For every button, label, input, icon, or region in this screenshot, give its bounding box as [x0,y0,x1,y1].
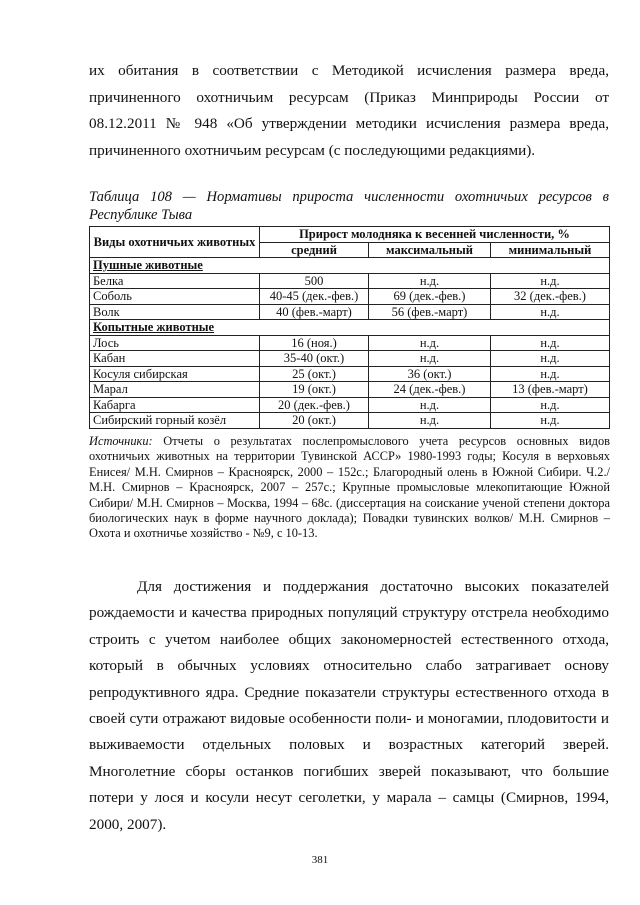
value-max: н.д. [369,351,491,367]
value-avg: 16 (ноя.) [260,335,369,351]
species-name: Лось [90,335,260,351]
value-max: 24 (дек.-фев.) [369,382,491,398]
value-min: н.д. [491,304,610,320]
species-name: Косуля сибирская [90,366,260,382]
value-max: н.д. [369,335,491,351]
value-min: н.д. [491,273,610,289]
page-number: 381 [311,854,329,866]
value-min: 32 (дек.-фев.) [491,289,610,305]
table-row [90,351,610,367]
value-avg: 40 (фев.-март) [260,304,369,320]
table-row [90,304,610,320]
table-row [90,335,610,351]
value-min: н.д. [491,366,610,382]
table-row [90,289,610,305]
sources-label: Источники: [89,434,153,448]
bottom-paragraph: Для достижения и поддержания достаточно высоких показателей рождаемости и качества природных популяций структуру отстрела необходимо строить с учетом наиболее общих закономерностей естественного отхода, который в обычных условиях относительно слабо затрагивает основу репродуктивного ядра. Средние показатели структуры естественного отхода в своей сути отражают видовые особенности поли- и моногамии, плодовитости и выживаемости отдельных половых и возрастных категорий зверей. Многолетние сборы останков погибших зверей показывают, что большие потери у лося и косули несут сеголетки, у марала – самцы (Смирнов, 1994, 2000, 2007). [89,578,609,833]
value-avg: 20 (окт.) [260,413,369,429]
header-avg: средний [260,242,369,258]
growth-table [89,226,610,429]
table-row [90,382,610,398]
table-group-row [90,258,610,274]
value-min: 13 (фев.-март) [491,382,610,398]
table-caption: Таблица 108 — Нормативы прироста численности охотничьих ресурсов в Республике Тыва [89,189,609,223]
group-title: Пушные животные [90,258,610,274]
header-min: минимальный [491,242,610,258]
value-min: н.д. [491,397,610,413]
species-name: Кабарга [90,397,260,413]
table-header-row [90,227,610,243]
value-min: н.д. [491,335,610,351]
table-row [90,273,610,289]
sources-text: Отчеты о результатах послепромыслового учета ресурсов основных видов охотничьих животных на территории Тувинской АССР» 1980-1993 годы; Косуля в верховьях Енисея/ М.Н. Смирнов – Красноярск, 2000 – 152с.; Благородный олень в Южной Сибири. Ч.2./ М.Н. Смирнов – Красноярск, 2007 – 257с.; Крупные промысловые млекопитающие Южной Сибири/ М.Н. Смирнов – Москва, 1994 – 68с. (диссертация на соискание ученой степени доктора биологических наук в форме научного доклада); Повадки тувинских волков/ М.Н. Смирнов – Охота и охотничье хозяйство - №9, с 10-13. [89,434,610,541]
value-max: н.д. [369,397,491,413]
value-avg: 25 (окт.) [260,366,369,382]
value-min: н.д. [491,351,610,367]
header-growth: Прирост молодняка к весенней численности, % [260,227,610,243]
value-avg: 20 (дек.-фев.) [260,397,369,413]
table-row [90,397,610,413]
group-title: Копытные животные [90,320,610,336]
value-min: н.д. [491,413,610,429]
value-avg: 40-45 (дек.-фев.) [260,289,369,305]
table-group-row [90,320,610,336]
table-sources [89,434,610,542]
table-row [90,413,610,429]
table-row [90,366,610,382]
header-species: Виды охотничьих животных [90,227,260,258]
header-max: максимальный [369,242,491,258]
value-max: 69 (дек.-фев.) [369,289,491,305]
value-max: н.д. [369,273,491,289]
value-avg: 19 (окт.) [260,382,369,398]
value-max: 36 (окт.) [369,366,491,382]
species-name: Соболь [90,289,260,305]
value-avg: 35-40 (окт.) [260,351,369,367]
value-max: 56 (фев.-март) [369,304,491,320]
species-name: Белка [90,273,260,289]
species-name: Сибирский горный козёл [90,413,260,429]
top-paragraph: их обитания в соответствии с Методикой исчисления размера вреда, причиненного охотничьим ресурсам (Приказ Минприроды России от 08.12.2011 № 948 «Об утверждении методики исчисления размера вреда, причиненного охотничьим ресурсам (с последующими редакциями). [89,62,609,159]
species-name: Марал [90,382,260,398]
value-avg: 500 [260,273,369,289]
species-name: Кабан [90,351,260,367]
value-max: н.д. [369,413,491,429]
species-name: Волк [90,304,260,320]
